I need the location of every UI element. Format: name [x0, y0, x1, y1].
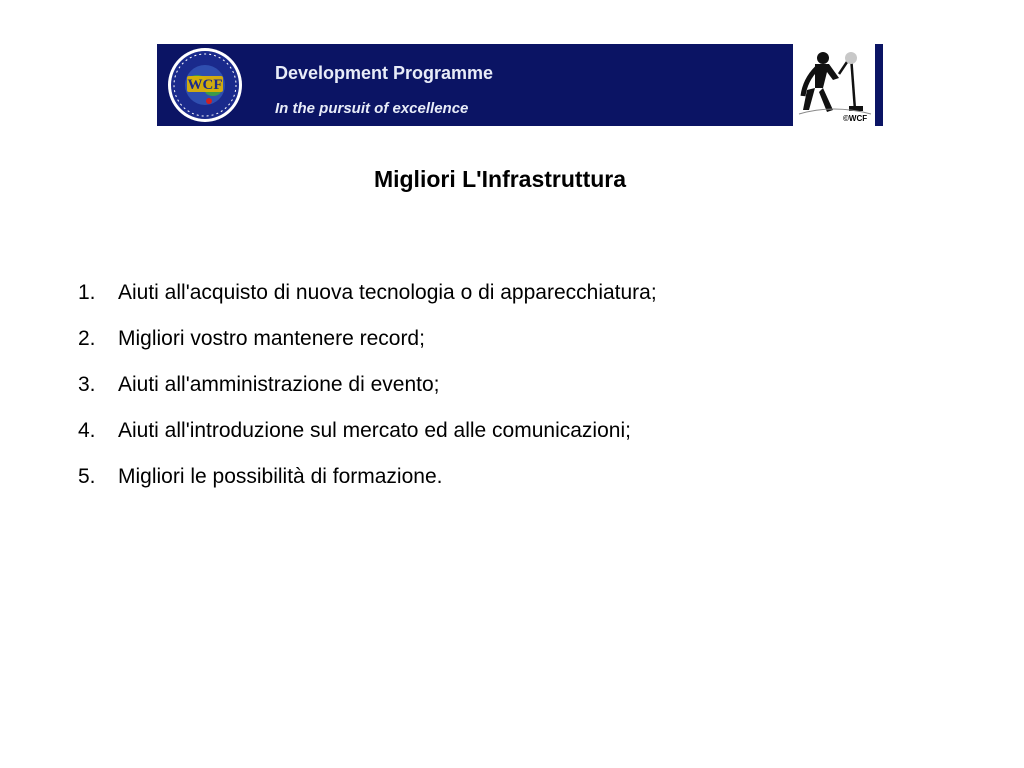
list-item-text: Migliori le possibilità di formazione.: [118, 465, 443, 488]
list-item: [78, 464, 657, 510]
header-banner: [157, 44, 883, 126]
list-item: [78, 372, 657, 418]
list-item-text: Aiuti all'acquisto di nuova tecnologia o di apparecchiatura;: [118, 281, 657, 304]
list-item: [78, 326, 657, 372]
list-item-number: 3.: [78, 373, 96, 396]
list-item-number: 5.: [78, 465, 96, 488]
page-title: Migliori L'Infrastruttura: [373, 166, 627, 192]
list-item: [78, 280, 657, 326]
list-item-text: Aiuti all'introduzione sul mercato ed alle comunicazioni;: [118, 419, 631, 442]
point-list: [78, 280, 657, 510]
banner-title: Development Programme: [275, 63, 494, 83]
logo-text: WCF: [187, 77, 223, 93]
list-item-number: 4.: [78, 419, 96, 442]
list-item-number: 1.: [78, 281, 96, 304]
list-item-text: Migliori vostro mantenere record;: [118, 327, 425, 350]
list-item: [78, 418, 657, 464]
player-image: [793, 44, 875, 126]
list-item-number: 2.: [78, 327, 96, 350]
copyright-text: ©WCF: [843, 114, 868, 123]
world-croquet-federation-logo-icon: [167, 47, 243, 123]
banner-subtitle: In the pursuit of excellence: [275, 100, 469, 117]
list-item-text: Aiuti all'amministrazione di evento;: [118, 373, 440, 396]
